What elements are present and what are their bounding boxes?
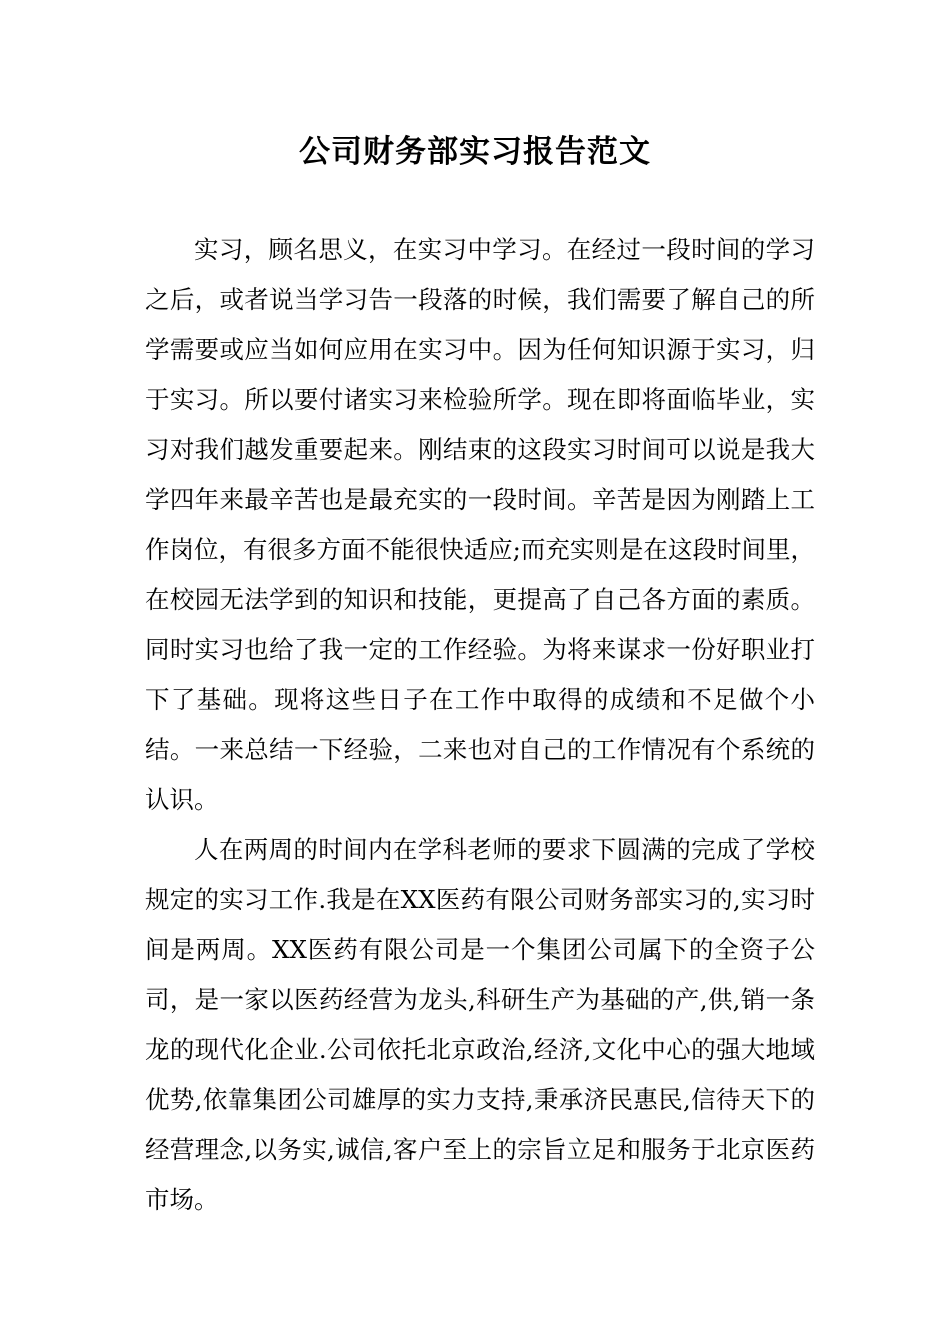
document-body <box>145 225 815 1225</box>
document-title: 公司财务部实习报告范文 <box>299 134 651 170</box>
paragraph-2: 人在两周的时间内在学科老师的要求下圆满的完成了学校规定的实习工作.我是在XX医药有限公司财务部实习的,实习时间是两周。XX医药有限公司是一个集团公司属下的全资子公司，是一家以医药经营为龙头,科研生产为基础的产,供,销一条龙的现代化企业.公司依托北京政治,经济,文化中心的强大地域优势,依靠集团公司雄厚的实力支持,秉承济民惠民,信待天下的经营理念,以务实,诚信,客户至上的宗旨立足和服务于北京医药市场。 <box>145 835 815 1214</box>
paragraph-1: 实习，顾名思义，在实习中学习。在经过一段时间的学习之后，或者说当学习告一段落的时候，我们需要了解自己的所学需要或应当如何应用在实习中。因为任何知识源于实习，归于实习。所以要付诸实习来检验所学。现在即将面临毕业，实习对我们越发重要起来。刚结束的这段实习时间可以说是我大学四年来最辛苦也是最充实的一段时间。辛苦是因为刚踏上工作岗位，有很多方面不能很快适应;而充实则是在这段时间里，在校园无法学到的知识和技能，更提高了自己各方面的素质。同时实习也给了我一定的工作经验。为将来谋求一份好职业打下了基础。现将这些日子在工作中取得的成绩和不足做个小结。一来总结一下经验，二来也对自己的工作情况有个系统的认识。 <box>145 235 815 814</box>
